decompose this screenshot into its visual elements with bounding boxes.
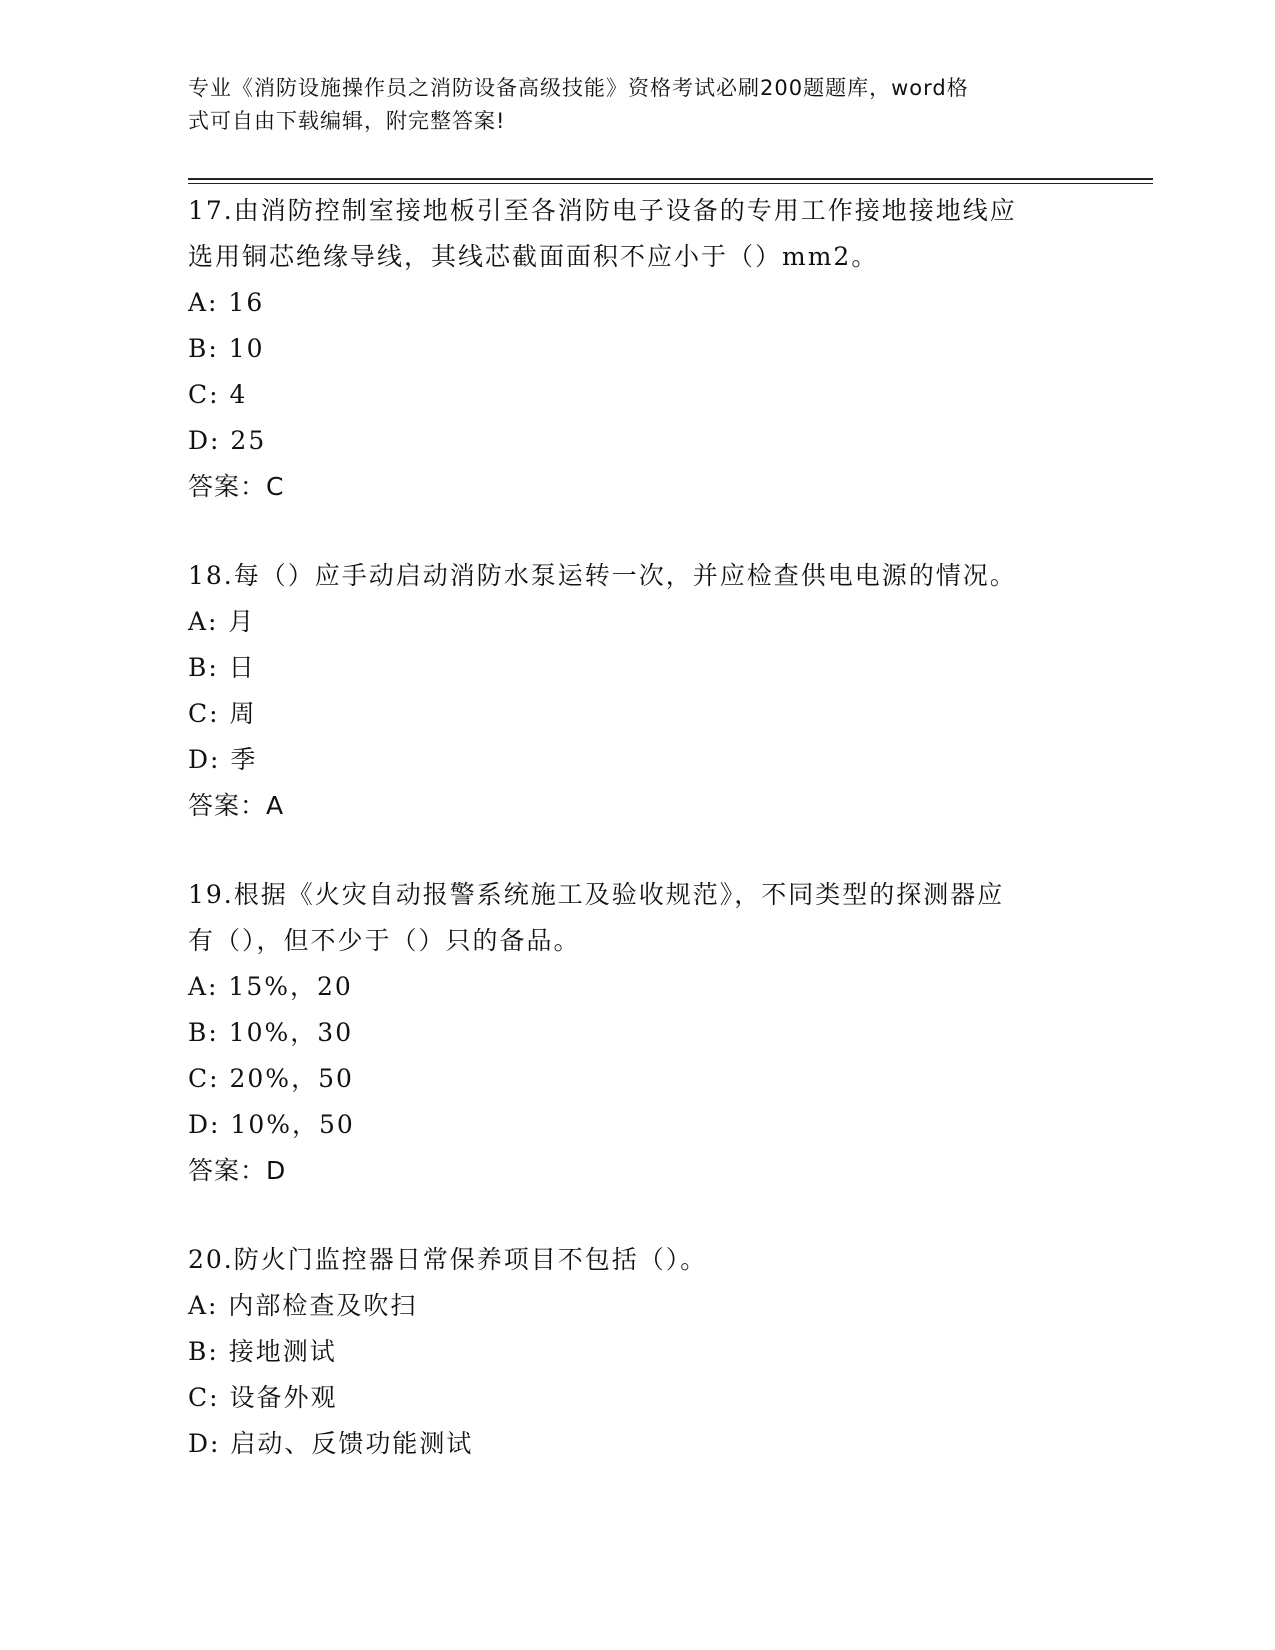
question-stem-line-1: 17.由消防控制室接地板引至各消防电子设备的专用工作接地接地线应 bbox=[188, 196, 1017, 225]
option-d: D: 25 bbox=[188, 426, 267, 455]
option-b: B: 日 bbox=[188, 653, 256, 682]
header-title-line-1: 专业《消防设施操作员之消防设备高级技能》资格考试必刷200题题库，word格 bbox=[188, 76, 969, 100]
answer-line: 答案：A bbox=[188, 791, 285, 820]
question-stem-line-1: 20.防火门监控器日常保养项目不包括（）。 bbox=[188, 1245, 708, 1274]
option-a: A: 内部检查及吹扫 bbox=[188, 1291, 418, 1320]
option-d: D: 季 bbox=[188, 745, 258, 774]
header-title-line-2: 式可自由下载编辑，附完整答案! bbox=[188, 109, 506, 133]
option-c: C: 20%，50 bbox=[188, 1064, 354, 1093]
answer-line: 答案：C bbox=[188, 472, 285, 501]
option-d: D: 10%，50 bbox=[188, 1110, 355, 1139]
option-a: A: 16 bbox=[188, 288, 265, 317]
question-17 bbox=[188, 188, 1088, 510]
option-b: B: 接地测试 bbox=[188, 1337, 337, 1366]
option-c: C: 周 bbox=[188, 699, 257, 728]
option-c: C: 4 bbox=[188, 380, 248, 409]
question-stem-line-1: 19.根据《火灾自动报警系统施工及验收规范》，不同类型的探测器应 bbox=[188, 880, 1005, 909]
option-b: B: 10 bbox=[188, 334, 265, 363]
question-18 bbox=[188, 553, 1088, 829]
question-19 bbox=[188, 872, 1088, 1194]
answer-line: 答案：D bbox=[188, 1156, 287, 1185]
document-header bbox=[188, 72, 1088, 138]
option-c: C: 设备外观 bbox=[188, 1383, 338, 1412]
option-b: B: 10%，30 bbox=[188, 1018, 354, 1047]
question-stem-line-2: 选用铜芯绝缘导线，其线芯截面面积不应小于（）mm2。 bbox=[188, 242, 879, 271]
header-divider-thin bbox=[188, 183, 1153, 184]
question-stem-line-2: 有（），但不少于（）只的备品。 bbox=[188, 926, 581, 955]
option-d: D: 启动、反馈功能测试 bbox=[188, 1429, 474, 1458]
option-a: A: 月 bbox=[188, 607, 256, 636]
question-stem-line-1: 18.每（）应手动启动消防水泵运转一次，并应检查供电电源的情况。 bbox=[188, 561, 1017, 590]
header-divider-thick bbox=[188, 178, 1153, 180]
question-20 bbox=[188, 1237, 1088, 1467]
option-a: A: 15%，20 bbox=[188, 972, 353, 1001]
